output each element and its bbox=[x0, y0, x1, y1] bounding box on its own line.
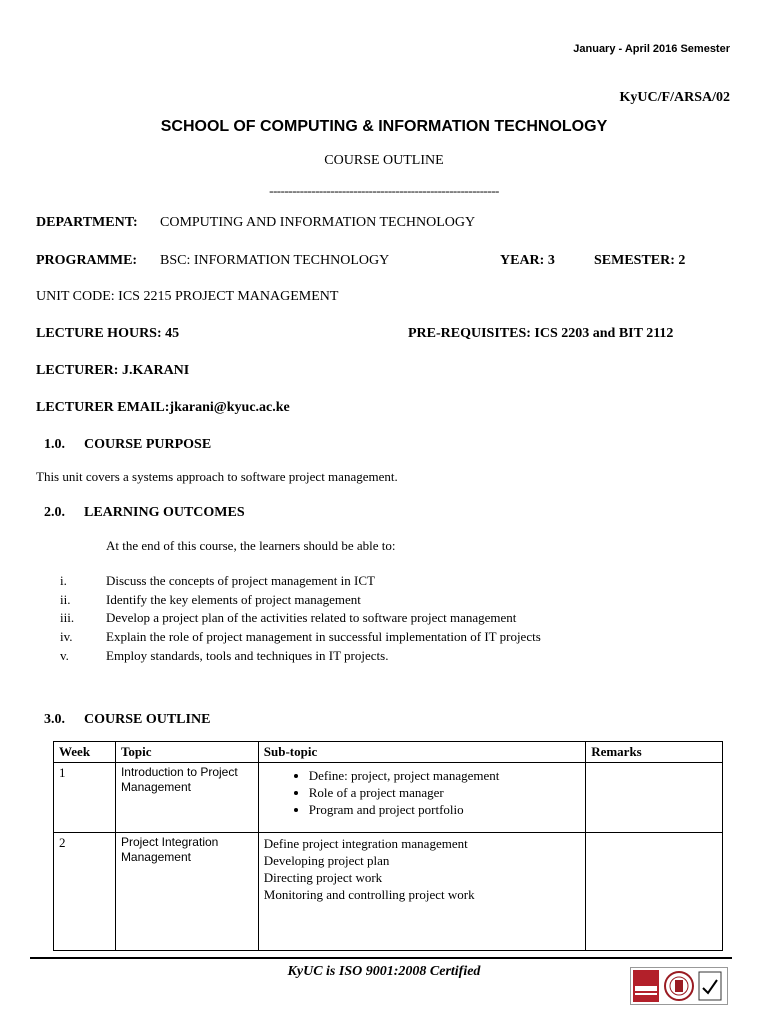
programme-value: BSC: INFORMATION TECHNOLOGY bbox=[160, 253, 390, 268]
divider-line: ------------------------------------------------------------ bbox=[269, 183, 499, 198]
semester-info: SEMESTER: 2 bbox=[594, 253, 686, 268]
outcome-item: Develop a project plan of the activities related to software project management bbox=[106, 610, 517, 625]
section-number-purpose: 1.0. bbox=[44, 437, 65, 452]
table-header-row bbox=[54, 742, 723, 763]
lecturer: LECTURER: J.KARANI bbox=[36, 363, 190, 378]
subtopic-cell bbox=[258, 833, 585, 951]
school-title: SCHOOL OF COMPUTING & INFORMATION TECHNOLOGY bbox=[160, 118, 608, 135]
outcome-item: Employ standards, tools and techniques in IT projects. bbox=[106, 648, 389, 663]
department-label: DEPARTMENT: bbox=[36, 215, 138, 230]
subtopic-line: Directing project work bbox=[263, 870, 383, 885]
table-row bbox=[54, 833, 723, 951]
column-header-week: Week bbox=[54, 742, 116, 763]
lecturer-email: LECTURER EMAIL:jkarani@kyuc.ac.ke bbox=[36, 400, 290, 415]
subtopic-line: Monitoring and controlling project work bbox=[263, 887, 475, 902]
section-number-outline: 3.0. bbox=[44, 712, 65, 727]
subtopic-list bbox=[264, 767, 580, 818]
outcome-item: Explain the role of project management in successful implementation of IT projects bbox=[106, 629, 541, 644]
course-outline-table bbox=[53, 741, 723, 951]
week-cell: 1 bbox=[54, 763, 116, 833]
topic-cell: Project Integration Management bbox=[115, 833, 258, 951]
week-cell: 2 bbox=[54, 833, 116, 951]
subtopic-line: Define project integration management bbox=[263, 836, 468, 851]
bureau-veritas-seal-icon bbox=[631, 968, 727, 1004]
outcomes-intro: At the end of this course, the learners should be able to: bbox=[106, 538, 396, 553]
column-header-subtopic: Sub-topic bbox=[258, 742, 585, 763]
programme-label: PROGRAMME: bbox=[36, 253, 138, 268]
subtopic-item: • Program and project portfolio bbox=[309, 801, 580, 818]
topic-cell: Introduction to Project Management bbox=[115, 763, 258, 833]
section-title-outline: COURSE OUTLINE bbox=[84, 712, 211, 727]
purpose-text: This unit covers a systems approach to software project management. bbox=[36, 469, 398, 484]
subtopic-line: Developing project plan bbox=[263, 853, 390, 868]
outcome-item: Identify the key elements of project management bbox=[106, 592, 361, 607]
remarks-cell bbox=[586, 763, 723, 833]
subtopic-cell bbox=[258, 763, 585, 833]
outcome-number: v. bbox=[60, 648, 69, 663]
outcome-number: iii. bbox=[60, 610, 75, 625]
section-number-outcomes: 2.0. bbox=[44, 505, 65, 520]
outcome-number: ii. bbox=[60, 592, 71, 607]
certification-statement: KyUC is ISO 9001:2008 Certified bbox=[287, 964, 481, 979]
lecture-hours: LECTURE HOURS: 45 bbox=[36, 326, 180, 341]
table-row bbox=[54, 763, 723, 833]
unit-code: UNIT CODE: ICS 2215 PROJECT MANAGEMENT bbox=[36, 289, 339, 304]
subtopic-item: • Role of a project manager bbox=[309, 784, 580, 801]
footer-divider bbox=[30, 957, 732, 959]
subtopic-item: • Define: project, project management bbox=[309, 767, 580, 784]
outcome-item: Discuss the concepts of project management in ICT bbox=[106, 573, 375, 588]
certification-logo-icon bbox=[630, 967, 728, 1005]
column-header-remarks: Remarks bbox=[586, 742, 723, 763]
remarks-cell bbox=[586, 833, 723, 951]
document-title: COURSE OUTLINE bbox=[324, 153, 444, 168]
section-title-outcomes: LEARNING OUTCOMES bbox=[84, 505, 245, 520]
department-value: COMPUTING AND INFORMATION TECHNOLOGY bbox=[160, 215, 476, 230]
document-reference: KyUC/F/ARSA/02 bbox=[619, 90, 730, 105]
outcome-number: iv. bbox=[60, 629, 73, 644]
outcome-number: i. bbox=[60, 573, 67, 588]
semester-label: January - April 2016 Semester bbox=[573, 43, 730, 55]
prerequisites: PRE-REQUISITES: ICS 2203 and BIT 2112 bbox=[408, 326, 674, 341]
section-title-purpose: COURSE PURPOSE bbox=[84, 437, 212, 452]
year-label: YEAR: 3 bbox=[500, 253, 555, 268]
column-header-topic: Topic bbox=[115, 742, 258, 763]
